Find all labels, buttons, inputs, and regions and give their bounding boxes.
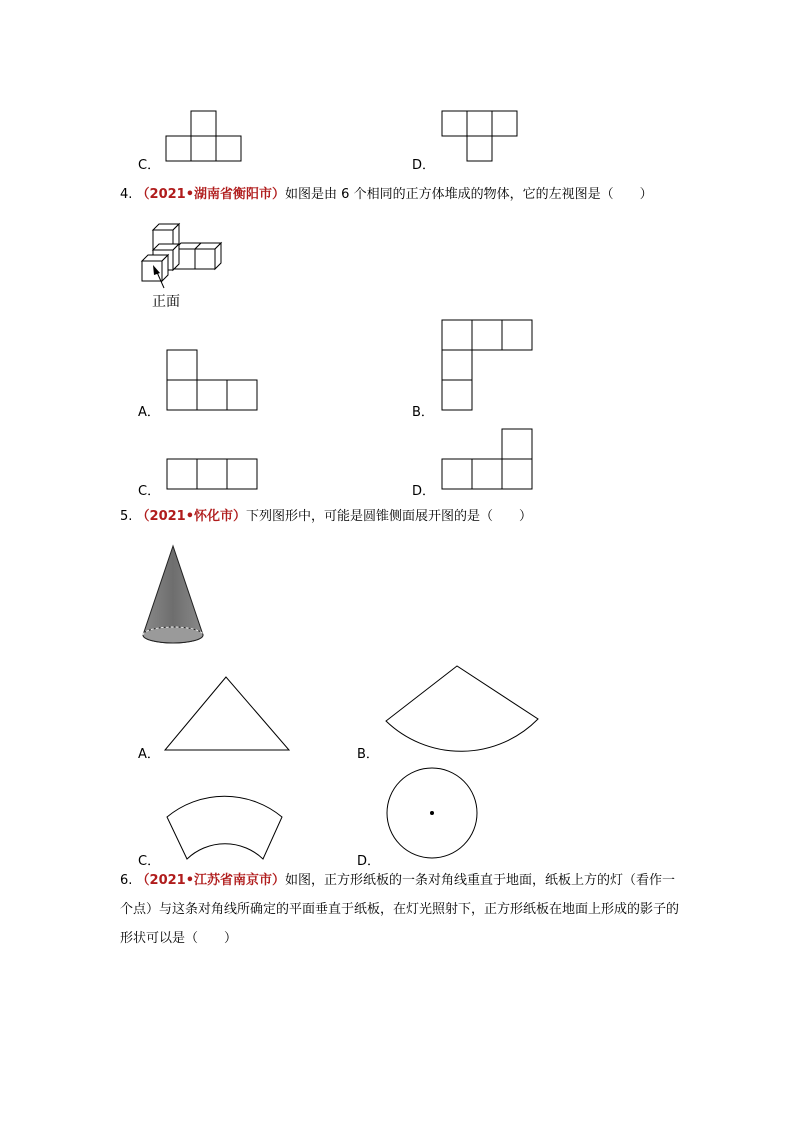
q6-source: （2021•江苏省南京市） [136, 873, 286, 888]
q6-stem [120, 866, 680, 953]
q5-source: （2021•怀化市） [136, 509, 247, 524]
q4-stem [120, 188, 653, 202]
q5-option-a-figure [163, 676, 291, 752]
q4-cube-stack-figure [138, 218, 238, 288]
q4-option-c-figure [166, 458, 260, 490]
q5-text: 下列图形中，可能是圆锥侧面展开图的是（ ） [246, 509, 533, 524]
q3-option-d-label[interactable]: D． [412, 158, 436, 173]
q5-option-a-label[interactable]: A． [138, 747, 160, 762]
q4-number: 4. [120, 187, 133, 202]
q5-option-c-figure [165, 781, 285, 861]
q5-cone-figure [140, 545, 206, 647]
q5-stem [120, 510, 532, 524]
q4-option-a-label[interactable]: A． [138, 405, 160, 420]
q4-option-d-label[interactable]: D． [412, 484, 436, 499]
q4-text: 如图是由 6 个相同的正方体堆成的物体，它的左视图是（ ） [285, 187, 653, 202]
q5-number: 5. [120, 509, 133, 524]
q5-option-d-label[interactable]: D． [357, 854, 381, 869]
q6-number: 6. [120, 873, 133, 888]
q6-text: 如图，正方形纸板的一条对角线重直于地面，纸板上方的灯（看作一个点）与这条对角线所确定的平面垂直于纸板，在灯光照射下，正方形纸板在地面上形成的影子的形状可以是（ ） [120, 873, 680, 946]
q4-source: （2021•湖南省衡阳市） [136, 187, 286, 202]
q3-option-c-figure [165, 110, 245, 162]
q5-option-d-figure [385, 767, 479, 861]
q4-option-b-label[interactable]: B． [412, 405, 434, 420]
q5-option-b-label[interactable]: B． [357, 747, 379, 762]
q4-option-c-label[interactable]: C． [138, 484, 161, 499]
q4-option-a-figure [166, 349, 260, 411]
q4-option-d-figure [441, 428, 535, 490]
q4-front-label: 正面 [152, 294, 180, 310]
q3-option-c-label[interactable]: C． [138, 158, 161, 173]
q4-option-b-figure [441, 319, 535, 411]
q5-option-b-figure [385, 665, 541, 725]
q5-option-c-label[interactable]: C． [138, 854, 161, 869]
q3-option-d-figure [441, 110, 521, 162]
